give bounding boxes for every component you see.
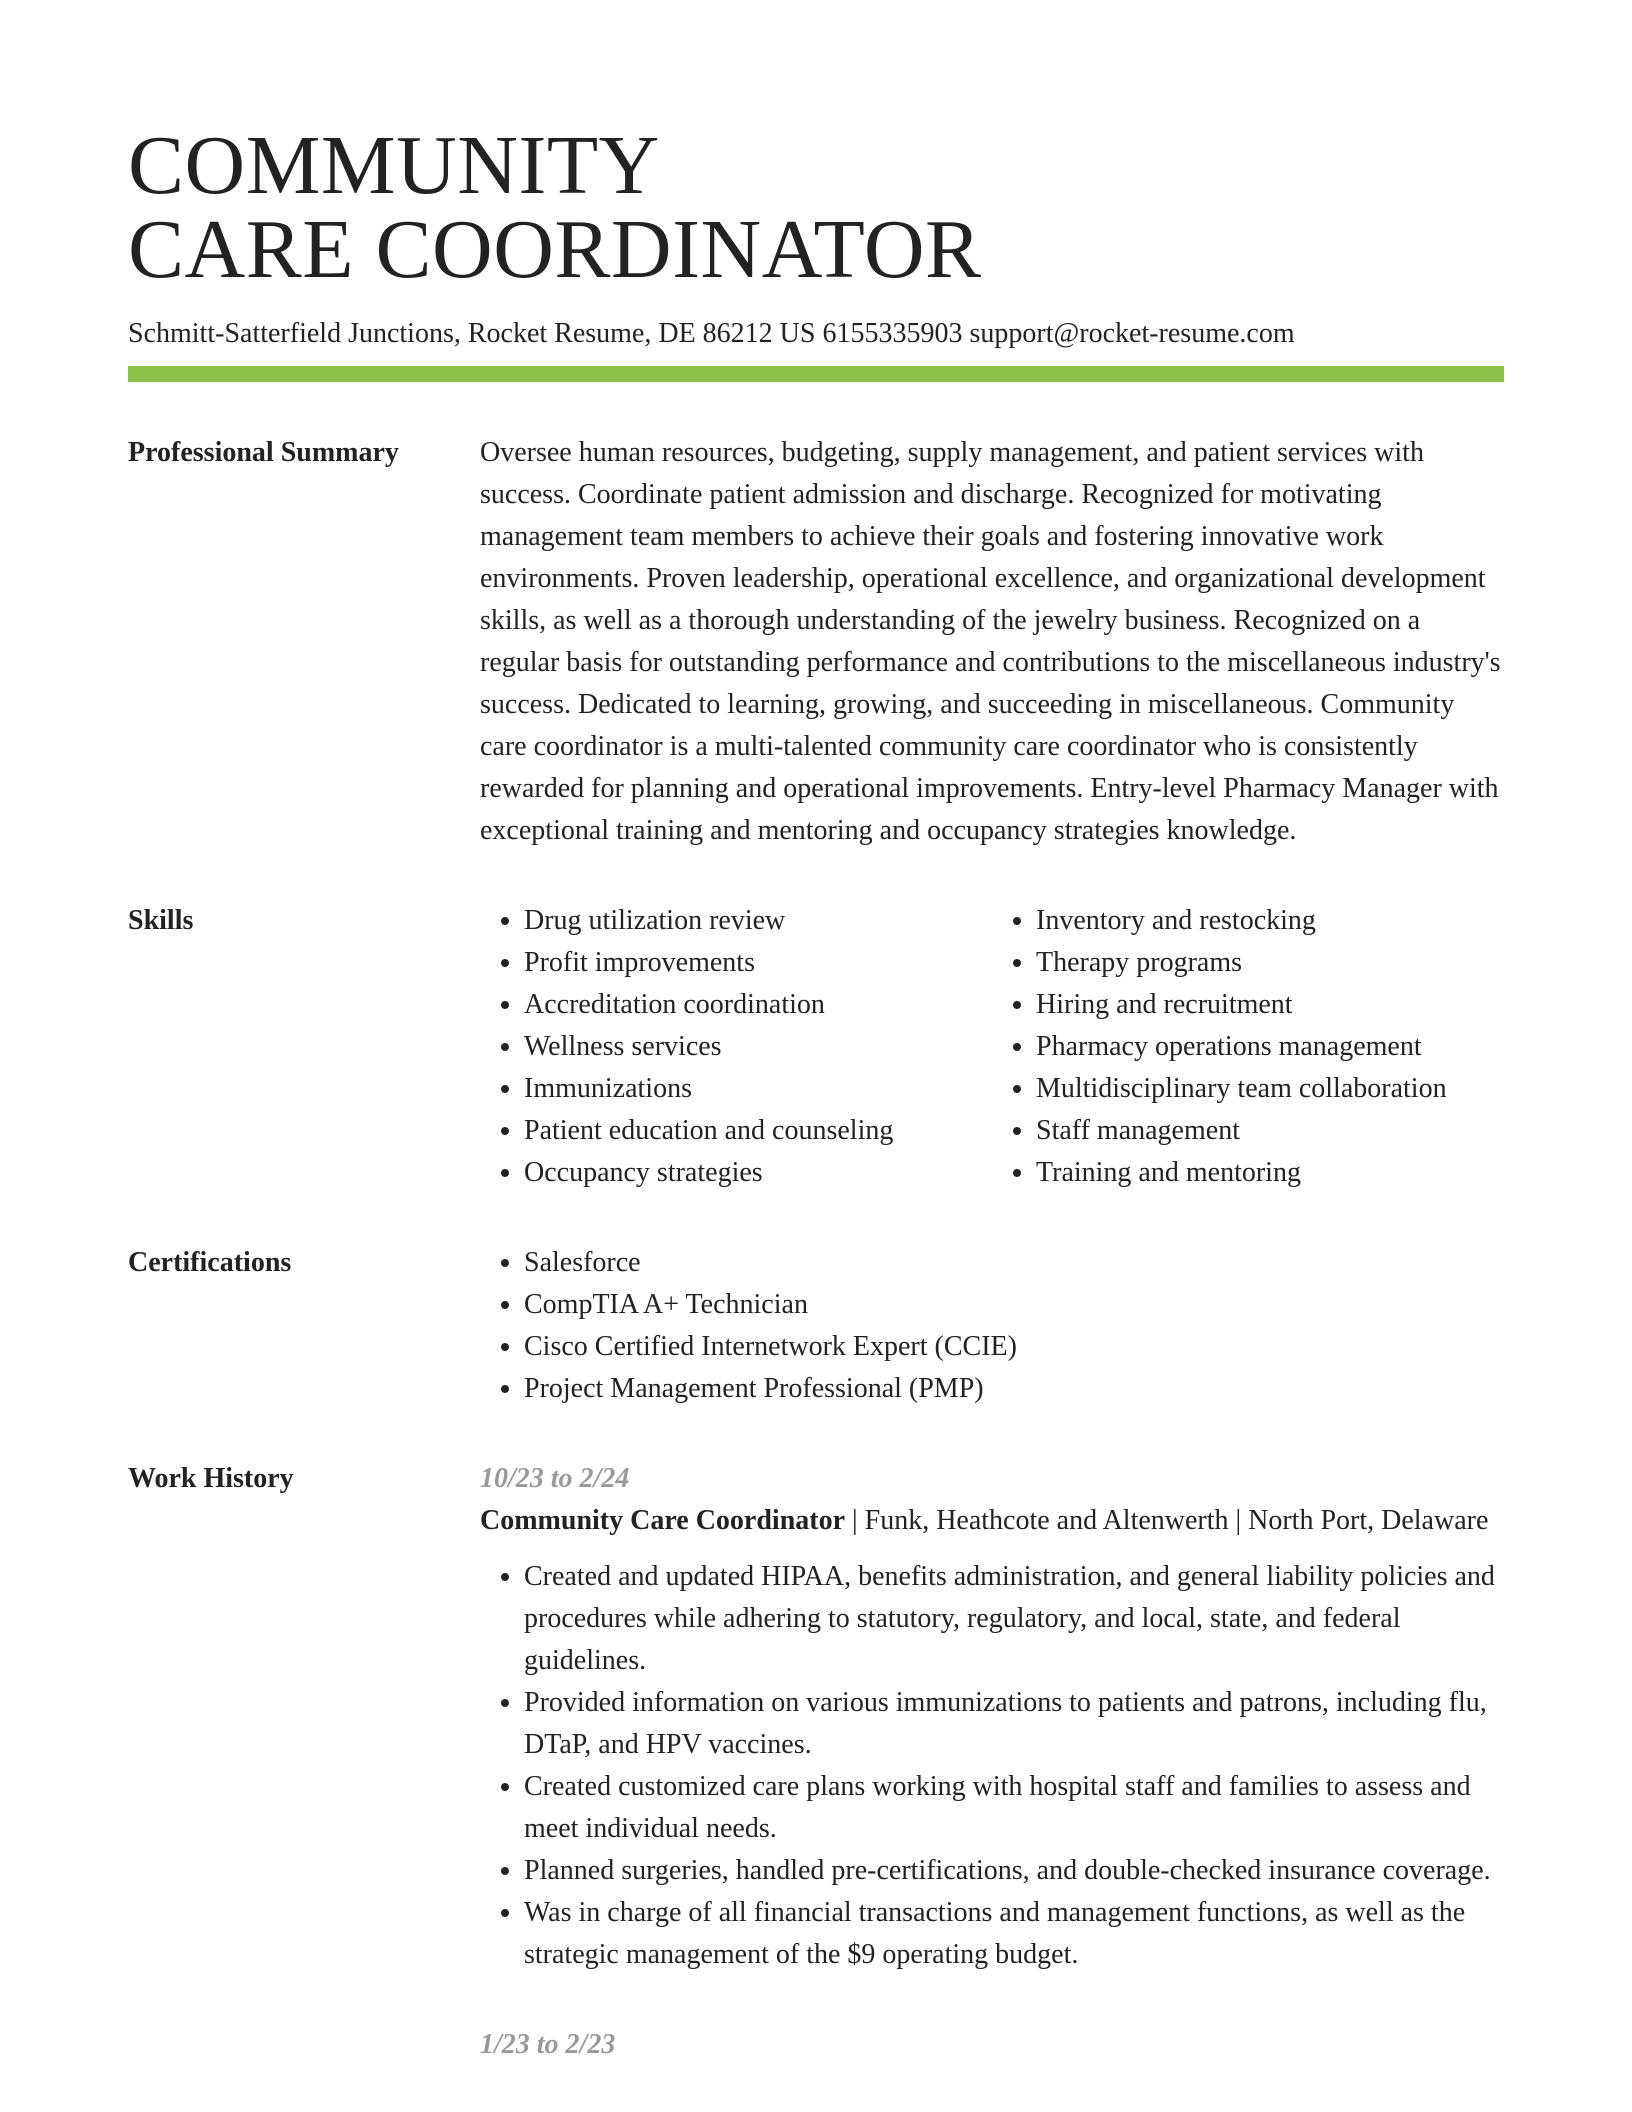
section-label-skills: Skills — [128, 905, 194, 936]
job-duties-list — [480, 1556, 1504, 1976]
title-line-1: COMMUNITY — [128, 119, 660, 212]
skills-list-left — [480, 900, 992, 1194]
summary-content — [480, 432, 1504, 852]
job-entry — [480, 1458, 1504, 1976]
skill-item: • Therapy programs — [1036, 942, 1504, 984]
job-duty-item: • Created and updated HIPAA, benefits administration, and general liability policies and procedures while adhering to statutory, regulatory, and local, state, and federal guidelines. — [524, 1556, 1504, 1682]
section-label-summary: Professional Summary — [128, 437, 399, 468]
job-entry — [480, 2024, 1504, 2066]
job-duty-item: • Provided information on various immunizations to patients and patrons, including flu, DTaP, and HPV vaccines. — [524, 1682, 1504, 1766]
certification-item: • Salesforce — [524, 1242, 1504, 1284]
certifications-section — [128, 1242, 1504, 1410]
skill-item: • Occupancy strategies — [524, 1152, 992, 1194]
certifications-content — [480, 1242, 1504, 1410]
skill-item: • Training and mentoring — [1036, 1152, 1504, 1194]
job-dates: 10/23 to 2/24 — [480, 1463, 630, 1494]
skills-list-right — [992, 900, 1504, 1194]
job-duty-item: • Planned surgeries, handled pre-certifications, and double-checked insurance coverage. — [524, 1850, 1504, 1892]
section-label-work-history: Work History — [128, 1463, 294, 1494]
accent-divider — [128, 366, 1504, 382]
skill-item: • Wellness services — [524, 1026, 992, 1068]
summary-section — [128, 432, 1504, 852]
resume-title — [128, 0, 1504, 296]
skills-content — [480, 900, 1504, 1194]
skill-item: • Inventory and restocking — [1036, 900, 1504, 942]
certifications-list — [480, 1242, 1504, 1410]
skill-item: • Patient education and counseling — [524, 1110, 992, 1152]
skill-item: • Immunizations — [524, 1068, 992, 1110]
job-employer-location: | Funk, Heathcote and Altenwerth | North Port, Delaware — [845, 1505, 1489, 1536]
title-line-2: CARE COORDINATOR — [128, 203, 982, 296]
work-history-section — [128, 1458, 1504, 2066]
resume-page — [128, 0, 1504, 2066]
certification-item: • CompTIA A+ Technician — [524, 1284, 1504, 1326]
work-history-content — [480, 1458, 1504, 2066]
skill-item: • Drug utilization review — [524, 900, 992, 942]
section-label-certifications: Certifications — [128, 1247, 292, 1278]
job-heading — [480, 1500, 1504, 1542]
skill-item: • Accreditation coordination — [524, 984, 992, 1026]
skill-item: • Staff management — [1036, 1110, 1504, 1152]
job-dates: 1/23 to 2/23 — [480, 2029, 616, 2060]
skill-item: • Hiring and recruitment — [1036, 984, 1504, 1026]
summary-text: Oversee human resources, budgeting, supply management, and patient services with success. Coordinate patient admission and discharge. Recognized for motivating management team members to achieve their goals and fostering innovative work environments. Proven leadership, operational excellence, and organizational development skills, as well as a thorough understanding of the jewelry business. Recognized on a regular basis for outstanding performance and contributions to the miscellaneous industry's success. Dedicated to learning, growing, and succeeding in miscellaneous. Community care coordinator is a multi-talented community care coordinator who is consistently rewarded for planning and operational improvements. Entry-level Pharmacy Manager with exceptional training and mentoring and occupancy strategies knowledge. — [480, 437, 1501, 846]
skills-section — [128, 900, 1504, 1194]
certification-item: • Project Management Professional (PMP) — [524, 1368, 1504, 1410]
contact-info: Schmitt-Satterfield Junctions, Rocket Resume, DE 86212 US 6155335903 support@rocket-resume.com — [128, 318, 1295, 349]
job-duty-item: • Was in charge of all financial transactions and management functions, as well as the strategic management of the $9 operating budget. — [524, 1892, 1504, 1976]
certification-item: • Cisco Certified Internetwork Expert (CCIE) — [524, 1326, 1504, 1368]
skill-item: • Pharmacy operations management — [1036, 1026, 1504, 1068]
skill-item: • Profit improvements — [524, 942, 992, 984]
job-title: Community Care Coordinator — [480, 1505, 846, 1536]
skill-item: • Multidisciplinary team collaboration — [1036, 1068, 1504, 1110]
job-duty-item: • Created customized care plans working with hospital staff and families to assess and meet individual needs. — [524, 1766, 1504, 1850]
